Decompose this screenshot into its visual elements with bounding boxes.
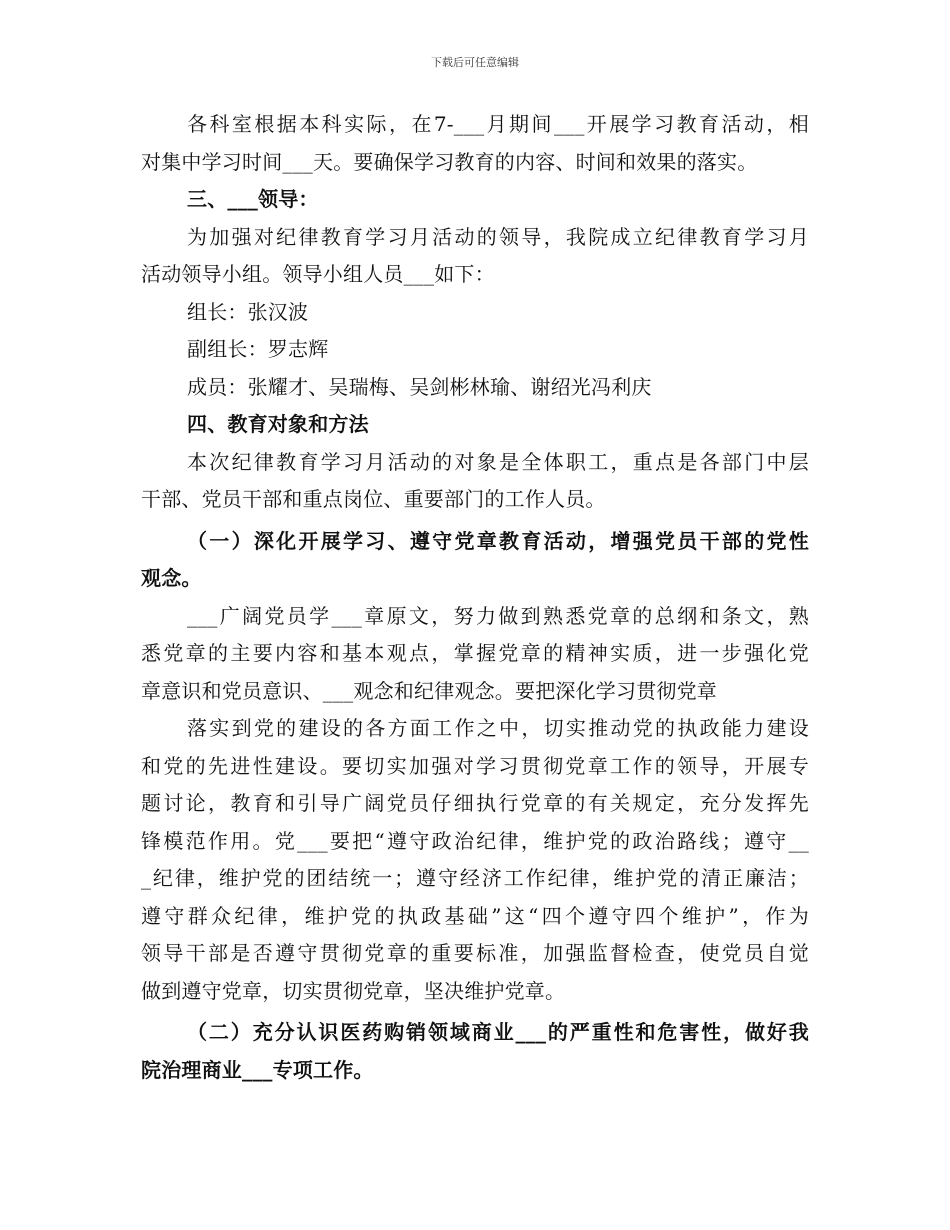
text-line: 活动领导小组。领导小组人员___如下： [141, 262, 495, 286]
text-line: 各科室根据本科实际，在7-___月期间___开展学习教育活动，相 [187, 112, 809, 136]
section-heading: 四、教育对象和方法 [187, 412, 369, 436]
section-heading: 三、___领导： [187, 187, 319, 211]
text-line: 章意识和党员意识、___观念和纪律观念。要把深化学习贯彻党章 [141, 678, 717, 703]
text-line: 做到遵守党章，切实贯彻党章，坚决维护党章。 [141, 978, 566, 1003]
subsection-heading: （二）充分认识医药购销领域商业___的严重性和危害性，做好我 [187, 1020, 809, 1044]
subsection-heading: （一）深化开展学习、遵守党章教育活动，增强党员干部的党性 [187, 528, 809, 553]
text-line: ___广阔党员学___章原文，努力做到熟悉党章的总纲和条文，熟 [187, 603, 809, 628]
text-line: 悉党章的主要内容和基本观点，掌握党章的精神实质，进一步强化党 [141, 641, 809, 665]
text-line: 副组长：罗志辉 [187, 337, 329, 361]
subsection-heading: 院治理商业___专项工作。 [141, 1057, 374, 1082]
text-line: 对集中学习时间___天。要确保学习教育的内容、时间和效果的落实。 [141, 149, 758, 174]
text-line: 干部、党员干部和重点岗位、重要部门的工作人员。 [141, 487, 606, 511]
text-line: 遵守群众纪律，维护党的执政基础”这“四个遵守四个维护”，作为 [141, 903, 809, 928]
text-line: 为加强对纪律教育学习月活动的领导，我院成立纪律教育学习月 [187, 224, 809, 249]
text-line: 落实到党的建设的各方面工作之中，切实推动党的执政能力建设 [187, 716, 809, 740]
text-line: 领导干部是否遵守贯彻党章的重要标准，加强监督检查，使党员自觉 [141, 941, 809, 965]
text-line: 锋模范作用。党___要把“遵守政治纪律，维护党的政治路线；遵守__ [141, 828, 809, 853]
document-body [141, 106, 809, 1089]
text-line: 题讨论，教育和引导广阔党员仔细执行党章的有关规定，充分发挥先 [141, 791, 809, 815]
text-line: 本次纪律教育学习月活动的对象是全体职工，重点是各部门中层 [187, 449, 809, 474]
subsection-heading: 观念。 [141, 566, 202, 590]
text-line: 成员：张耀才、吴瑞梅、吴剑彬林瑜、谢绍光冯利庆 [187, 374, 652, 399]
text-line: _纪律，维护党的团结统一；遵守经济工作纪律，维护党的清正廉洁； [141, 866, 809, 890]
page-header-note: 下载后可任意编辑 [431, 56, 519, 69]
text-line: 和党的先进性建设。要切实加强对学习贯彻党章工作的领导，开展专 [141, 753, 809, 778]
text-line: 组长：张汉波 [187, 299, 309, 324]
